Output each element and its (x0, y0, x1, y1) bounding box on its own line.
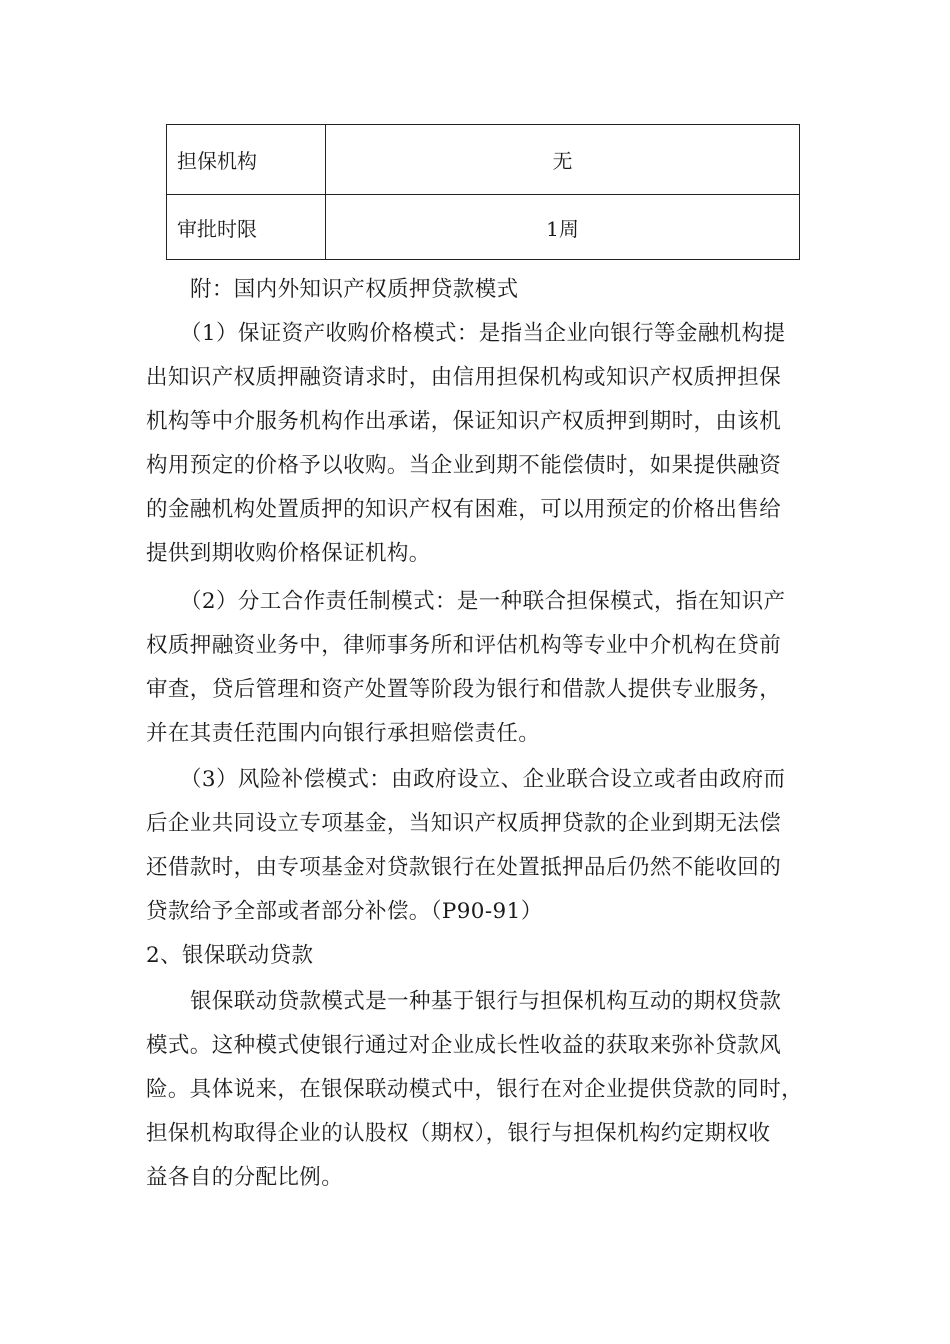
text-line: 的金融机构处置质押的知识产权有困难，可以用预定的价格出售给 (146, 497, 782, 522)
text-line: 并在其责任范围内向银行承担赔偿责任。 (146, 721, 541, 746)
text-line: 银保联动贷款模式是一种基于银行与担保机构互动的期权贷款 (190, 989, 782, 1014)
table-row (167, 195, 800, 260)
text-line: （3）风险补偿模式：由政府设立、企业联合设立或者由政府而 (180, 767, 786, 792)
text-line: （1）保证资产收购价格模式：是指当企业向银行等金融机构提 (180, 321, 786, 346)
text-line: 机构等中介服务机构作出承诺，保证知识产权质押到期时，由该机 (146, 409, 782, 434)
appendix-heading: 附：国内外知识产权质押贷款模式 (190, 277, 519, 302)
table-cell-label: 审批时限 (167, 195, 326, 260)
table-row (167, 125, 800, 195)
table-cell-value: 1周 (326, 195, 800, 260)
info-table (166, 124, 800, 260)
text-line: 模式。这种模式使银行通过对企业成长性收益的获取来弥补贷款风 (146, 1033, 782, 1058)
table-cell-value: 无 (326, 125, 800, 195)
text-line: 提供到期收购价格保证机构。 (146, 541, 431, 566)
text-line: 担保机构取得企业的认股权（期权），银行与担保机构约定期权收 (146, 1121, 771, 1146)
text-line: 险。具体说来，在银保联动模式中，银行在对企业提供贷款的同时， (146, 1077, 804, 1102)
section-heading: 2、银保联动贷款 (146, 943, 314, 968)
text-line: （2）分工合作责任制模式：是一种联合担保模式，指在知识产 (180, 589, 786, 614)
text-line: 审查，贷后管理和资产处置等阶段为银行和借款人提供专业服务， (146, 677, 782, 702)
text-line: 后企业共同设立专项基金，当知识产权质押贷款的企业到期无法偿 (146, 811, 782, 836)
text-line: 还借款时，由专项基金对贷款银行在处置抵押品后仍然不能收回的 (146, 855, 782, 880)
text-line: 权质押融资业务中，律师事务所和评估机构等专业中介机构在贷前 (146, 633, 782, 658)
text-line: 构用预定的价格予以收购。当企业到期不能偿债时，如果提供融资 (146, 453, 782, 478)
text-line: 出知识产权质押融资请求时，由信用担保机构或知识产权质押担保 (146, 365, 782, 390)
table-cell-label: 担保机构 (167, 125, 326, 195)
text-line: 益各自的分配比例。 (146, 1165, 344, 1190)
text-line: 贷款给予全部或者部分补偿。（P90-91） (146, 899, 543, 924)
